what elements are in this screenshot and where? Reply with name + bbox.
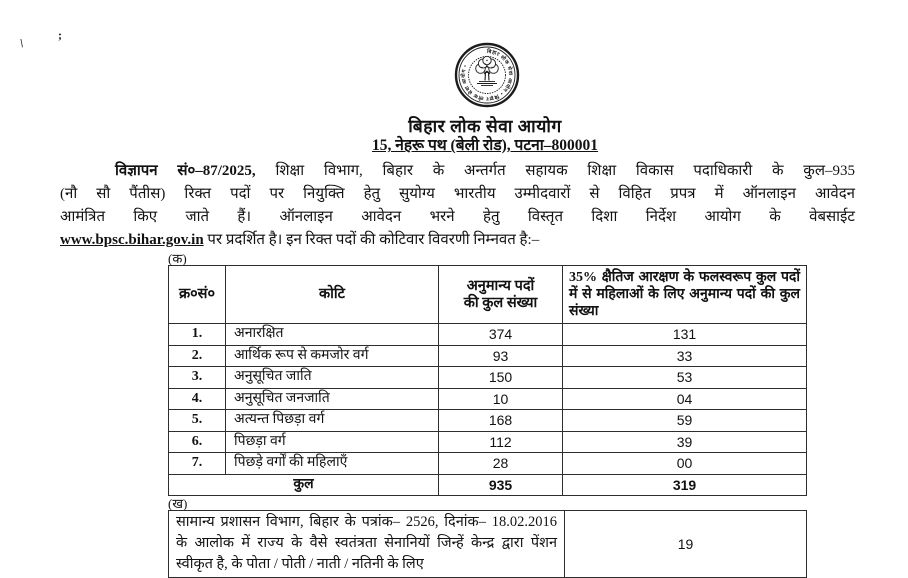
paragraph-line-1 <box>60 160 855 183</box>
paragraph-line-4 <box>60 229 855 252</box>
header-seal-row <box>0 0 908 108</box>
freedom-fighter-line-3-partial: स्वीकृत है, के पोता / पोती / नाती / नतिनी के लिए <box>176 556 424 572</box>
vacancy-table <box>168 265 807 496</box>
grand-total-women: 319 <box>563 474 807 496</box>
category-name: आर्थिक रूप से कमजोर वर्ग <box>226 345 439 367</box>
women-posts-value: 53 <box>563 367 807 389</box>
header-women-posts: 35% क्षैतिज आरक्षण के फलस्वरूप कुल पदों में से महिलाओं के लिए अनुमान्य पदों की कुल संख्या <box>563 266 807 324</box>
paragraph-line-4-text: पर प्रदर्शित है। इन रिक्त पदों की कोटिवार विवरणी निम्नवत है:– <box>207 232 540 248</box>
scan-artifact-mark: ; <box>58 28 62 42</box>
table-row <box>169 431 807 453</box>
paragraph-line-2: (नौ सौ पैंतीस) रिक्त पदों पर नियुक्ति हेतु सुयोग्य भारतीय उम्मीदवारों से विहित प्रपत्र में ऑनलाइन आवेदन <box>60 186 855 202</box>
total-posts-value: 168 <box>439 410 563 432</box>
grand-total-posts: 935 <box>439 474 563 496</box>
header-total-posts-line1: अनुमान्य पदों <box>466 277 535 294</box>
table-row <box>169 324 807 346</box>
serial-no: 6. <box>169 431 226 453</box>
website-link[interactable]: www.bpsc.bihar.gov.in <box>60 232 204 248</box>
bpsc-seal-icon <box>454 42 520 108</box>
serial-no: 3. <box>169 367 226 389</box>
women-posts-value: 59 <box>563 410 807 432</box>
freedom-fighter-posts-value: 19 <box>565 511 807 578</box>
category-name: पिछड़ा वर्ग <box>226 431 439 453</box>
women-posts-value: 04 <box>563 388 807 410</box>
table-row <box>169 410 807 432</box>
header-total-posts-line2: की कुल संख्या <box>463 294 538 311</box>
serial-no: 1. <box>169 324 226 346</box>
category-name: अनुसूचित जनजाति <box>226 388 439 410</box>
paragraph-line-3: आमंत्रित किए जाते हैं। ऑनलाइन आवेदन भरने हेतु विस्तृत दिशा निर्देश आयोग के वेबसाईट <box>60 209 855 225</box>
freedom-fighter-line-2: के आलोक में राज्य के वैसे स्वतंत्रता सेनानियों जिन्हें केन्द्र द्वारा पेंशन <box>176 535 557 551</box>
section-a-label: (क) <box>168 251 187 266</box>
table-total-row <box>169 474 807 496</box>
women-posts-value: 33 <box>563 345 807 367</box>
section-b-label: (ख) <box>168 496 188 511</box>
seal-ring-text: बिहार लोक सेवा आयोग • बिहार लोक सेवा आयोग • <box>460 48 514 102</box>
org-address: 15, नेहरू पथ (बेली रोड), पटना–800001 <box>371 137 599 154</box>
serial-no: 2. <box>169 345 226 367</box>
freedom-fighter-text-cell <box>169 511 565 578</box>
advertisement-number: विज्ञापन सं०–87/2025, <box>115 163 256 179</box>
table-header-row <box>169 266 807 324</box>
table-row <box>169 345 807 367</box>
paragraph-line-1-text: शिक्षा विभाग, बिहार के अन्तर्गत सहायक शिक्षा विकास पदाधिकारी के कुल–935 <box>275 163 855 179</box>
total-posts-value: 374 <box>439 324 563 346</box>
table-row <box>169 388 807 410</box>
serial-no: 7. <box>169 453 226 475</box>
table-row <box>169 511 807 578</box>
women-posts-value: 00 <box>563 453 807 475</box>
table-row <box>169 367 807 389</box>
notification-paragraph <box>60 160 855 252</box>
women-posts-value: 39 <box>563 431 807 453</box>
freedom-fighter-table <box>168 510 807 578</box>
total-posts-value: 28 <box>439 453 563 475</box>
freedom-fighter-line-1: सामान्य प्रशासन विभाग, बिहार के पत्रांक– 2526, दिनांक– 18.02.2016 <box>176 514 557 530</box>
total-label: कुल <box>169 474 439 496</box>
seal-ground <box>477 82 497 86</box>
category-name: पिछड़े वर्गों की महिलाएँ <box>226 453 439 475</box>
header-serial-no: क्र०सं० <box>169 266 226 324</box>
total-posts-value: 10 <box>439 388 563 410</box>
women-posts-value: 131 <box>563 324 807 346</box>
total-posts-value: 93 <box>439 345 563 367</box>
category-name: अत्यन्त पिछड़ा वर्ग <box>226 410 439 432</box>
total-posts-value: 150 <box>439 367 563 389</box>
seal-tree-icon <box>476 56 499 73</box>
category-name: अनुसूचित जाति <box>226 367 439 389</box>
header-category: कोटि <box>226 266 439 324</box>
scan-artifact-mark: \ <box>19 35 25 51</box>
table-row <box>169 453 807 475</box>
category-name: अनारक्षित <box>226 324 439 346</box>
total-posts-value: 112 <box>439 431 563 453</box>
org-name: बिहार लोक सेवा आयोग <box>408 116 562 136</box>
serial-no: 4. <box>169 388 226 410</box>
header-total-posts <box>439 266 563 324</box>
serial-no: 5. <box>169 410 226 432</box>
